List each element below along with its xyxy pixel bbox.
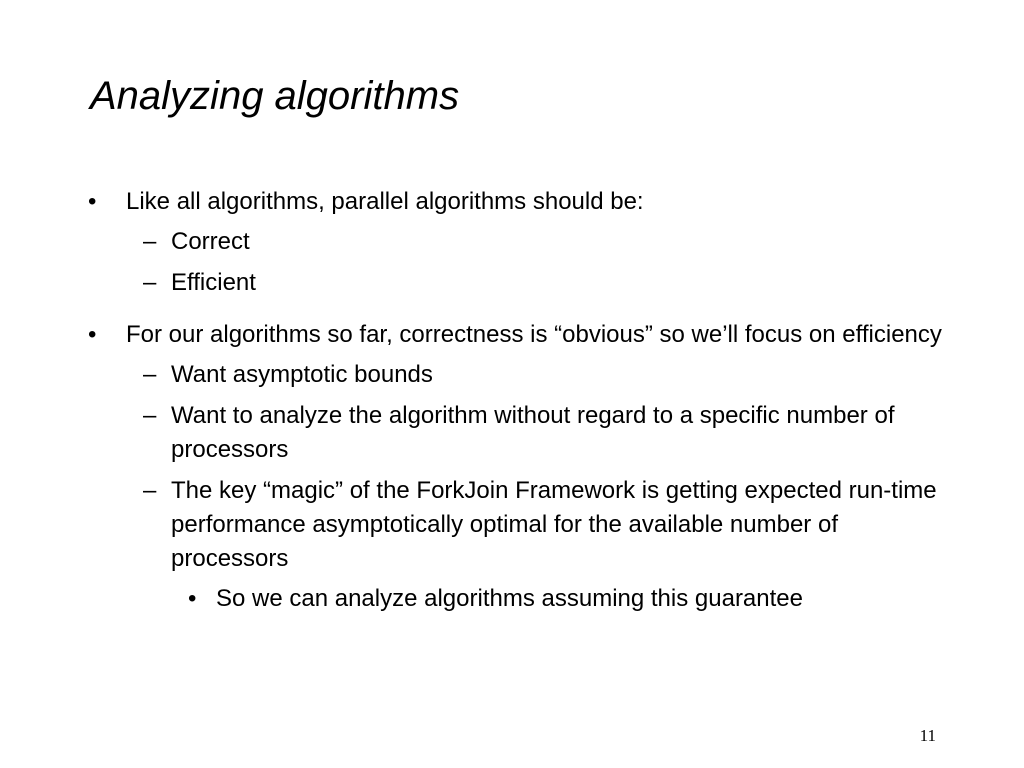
sub-bullet-item [88,266,958,300]
bullet-marker: • [88,321,97,348]
slide-content [88,185,958,616]
sub-sub-bullet-item [88,582,958,616]
sub-bullet-text: Want to analyze the algorithm without regard to a specific number of processors [171,402,895,463]
slide-title: Analyzing algorithms [90,74,460,118]
dash-marker: – [143,477,157,504]
sub-bullet-item [88,358,958,392]
sub-sub-bullet-text: So we can analyze algorithms assuming this guarantee [216,585,803,612]
sub-bullet-text: The key “magic” of the ForkJoin Framework is getting expected run-time performance asymptotically optimal for the available number of processors [171,477,937,572]
bullet-marker: • [188,585,197,612]
bullet-item [88,318,958,352]
bullet-group-1 [88,185,958,300]
bullet-text: For our algorithms so far, correctness is “obvious” so we’ll focus on efficiency [126,321,942,348]
bullet-group-2 [88,318,958,616]
dash-marker: – [143,402,157,429]
sub-bullet-item [88,399,958,467]
bullet-marker: • [88,188,97,215]
sub-bullet-item [88,474,958,576]
sub-bullet-text: Want asymptotic bounds [171,361,433,388]
bullet-text: Like all algorithms, parallel algorithms should be: [126,188,644,215]
bullet-item [88,185,958,219]
page-number: 11 [919,726,936,745]
sub-bullet-text: Efficient [171,269,256,296]
sub-bullet-text: Correct [171,228,250,255]
dash-marker: – [143,269,157,296]
sub-bullet-item [88,225,958,259]
dash-marker: – [143,228,157,255]
dash-marker: – [143,361,157,388]
